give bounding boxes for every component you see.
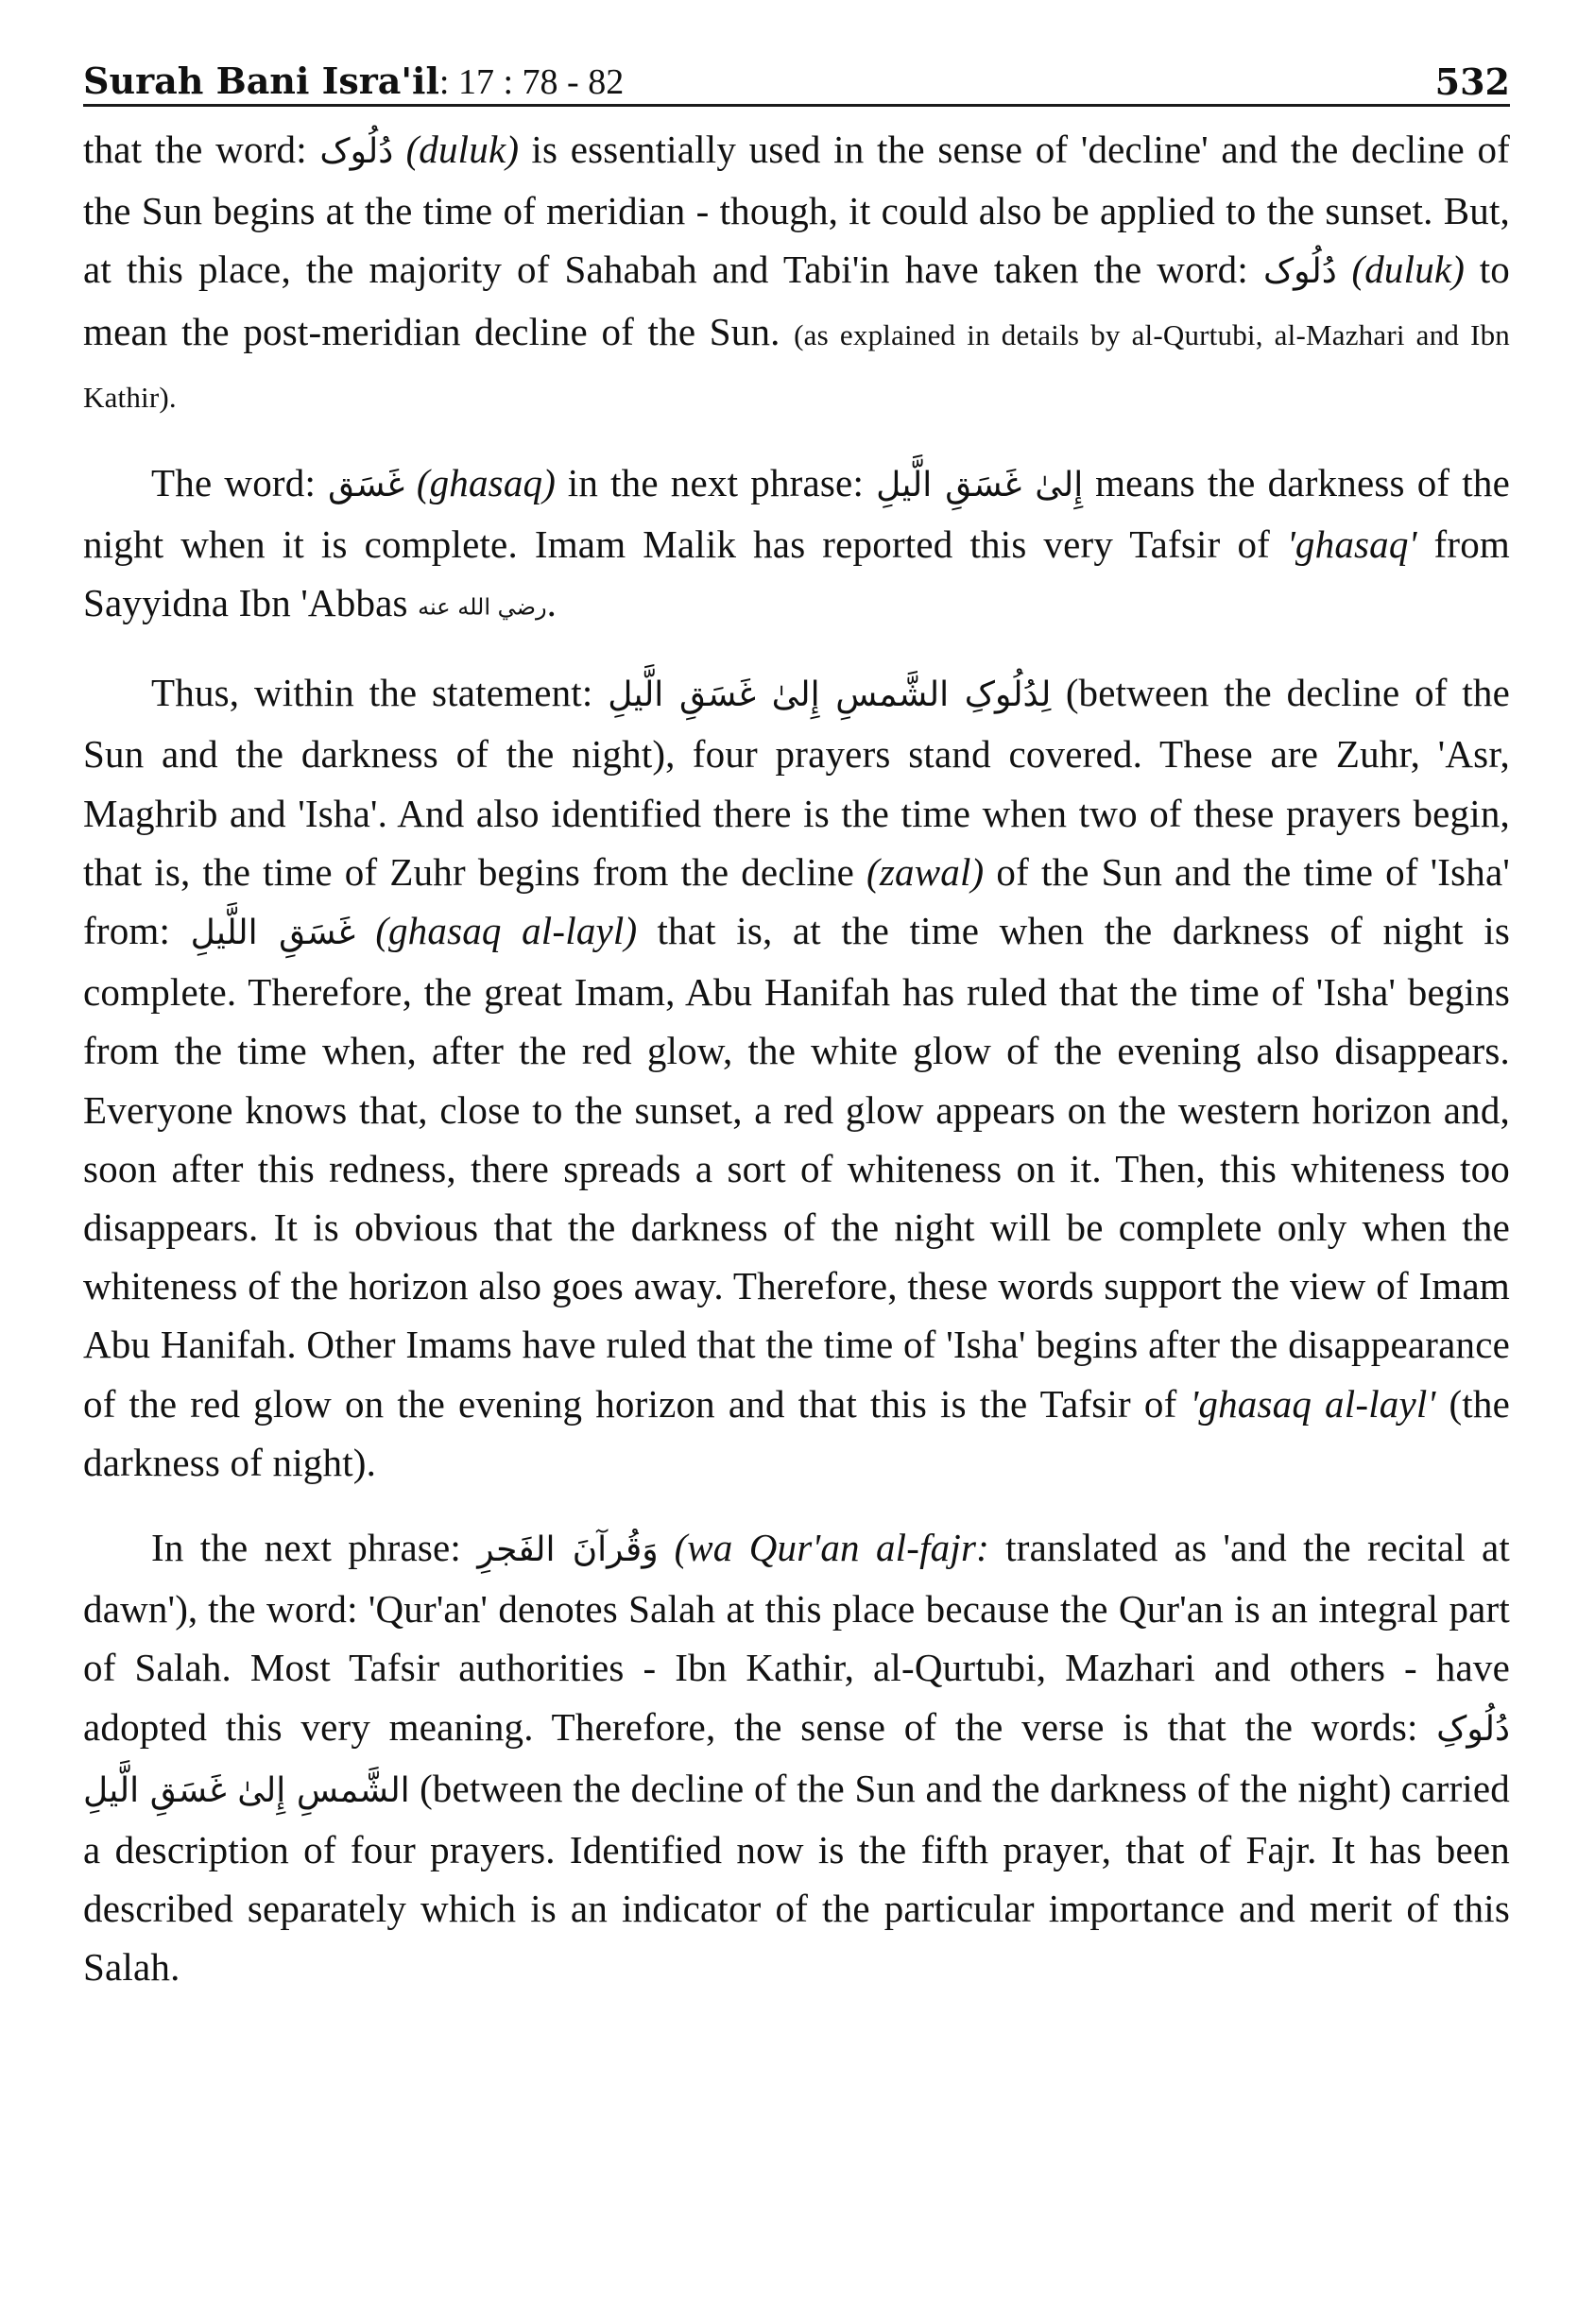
text-span: means the darkness of the night when it is complete. Imam Malik has reported this very Tafsir of [83, 461, 1510, 567]
text-span: (between the decline of the Sun and the darkness of the night) carried a description of four prayers. Identified now is the fifth prayer, that of Fajr. It has been described separately which is an indicator of the particular importance and merit of this Salah. [83, 1766, 1510, 1990]
body-text [83, 120, 1510, 1997]
transliteration: 'ghasaq' [1286, 522, 1417, 567]
text-span: In the next phrase: [151, 1525, 478, 1569]
text-span: The word: [151, 461, 329, 505]
running-header [83, 42, 1510, 107]
text-span: is essentially used in the sense of 'decline' and the decline of the Sun begins at the time of meridian - though, it could also be applied to the sunset. But, at this place, the majority of Sahabah and Tabi'in have taken the word: [83, 128, 1510, 292]
paragraph-3 [83, 663, 1510, 1492]
verse-reference: : 17 : 78 - 82 [438, 62, 625, 102]
transliteration: (duluk) [1351, 248, 1465, 292]
arabic-phrase: إِلىٰ غَسَقِ الَّیلِ [876, 466, 1084, 505]
text-span: from Sayyidna Ibn 'Abbas [83, 522, 1510, 625]
paragraph-4 [83, 1518, 1510, 1997]
transliteration: (ghasaq) [416, 461, 556, 505]
paragraph-2 [83, 453, 1510, 637]
text-span: of the Sun and the time of 'Isha' from: [83, 849, 1510, 952]
book-page [83, 42, 1510, 1997]
text-span: (the darkness of night). [83, 1381, 1510, 1484]
transliteration: (zawal) [866, 849, 985, 894]
text-span: that the word: [83, 128, 320, 171]
transliteration: (duluk) [405, 128, 520, 171]
honorific-symbol: رضي الله عنه [418, 593, 547, 621]
arabic-phrase: دُلُوکِ الشَّمسِ إِلىٰ غَسَقِ الَّیلِ [83, 1709, 1510, 1810]
transliteration: (wa Qur'an al-fajr: [674, 1525, 989, 1569]
text-span: Thus, within the statement: [151, 671, 609, 715]
paragraph-1 [83, 120, 1510, 427]
surah-name: Surah Bani Isra'il [83, 60, 439, 102]
arabic-phrase: لِدُلُوکِ الشَّمسِ إِلىٰ غَسَقِ الَّیلِ [608, 675, 1052, 715]
arabic-term: غَسَق [328, 466, 405, 505]
arabic-phrase: غَسَقِ اللَّیلِ [190, 913, 356, 952]
page-number: 532 [1434, 60, 1510, 103]
header-title [83, 60, 625, 102]
source-note: (as explained in details by al-Qurtubi, al-Mazhari and Ibn Kathir). [83, 317, 1510, 414]
text-span: to mean the post-meridian decline of the Sun. [83, 248, 1511, 353]
text-span: translated as 'and the recital at dawn'), the word: 'Qur'an' denotes Salah at this place because the Qur'an is an integral part of Salah. Most Tafsir authorities - Ibn Kathir, al-Qurtubi, Mazhari and others - have adopted this very meaning. Therefore, the sense of the verse is that the words: [83, 1525, 1510, 1749]
text-span: (between the decline of the Sun and the darkness of the night), four prayers stand covered. These are Zuhr, 'Asr, Maghrib and 'Isha'. And also identified there is the time when two of these prayers begin, that is, the time of Zuhr begins from the decline [83, 671, 1510, 894]
transliteration: 'ghasaq al-layl' [1190, 1381, 1436, 1426]
arabic-term: دُلُوک [1262, 252, 1337, 292]
transliteration: (ghasaq al-layl) [375, 908, 638, 952]
arabic-phrase: وَقُرآنَ الفَجرِ [477, 1529, 659, 1569]
text-span: . [546, 581, 557, 625]
arabic-term: دُلُوک [319, 132, 394, 171]
text-span: in the next phrase: [555, 461, 877, 505]
text-span: that is, at the time when the darkness of night is complete. Therefore, the great Imam, Abu Hanifah has ruled that the time of 'Isha' begins from the time when, after the red glow, the white glow of the evening also disappears. Everyone knows that, close to the sunset, a red glow appears on the western horizon and, soon after this redness, there spreads a sort of whiteness on it. Then, this whiteness too disappears. It is obvious that the darkness of the night will be complete only when the whiteness of the horizon also goes away. Therefore, these words support the view of Imam Abu Hanifah. Other Imams have ruled that the time of 'Isha' begins after the disappearance of the red glow on the evening horizon and that this is the Tafsir of [83, 908, 1510, 1426]
